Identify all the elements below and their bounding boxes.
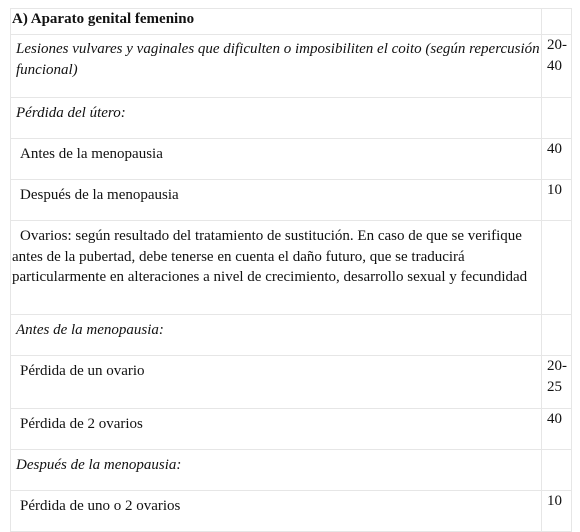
- row-value: 40: [542, 139, 572, 180]
- row-value: [542, 315, 572, 356]
- row-text: Lesiones vulvares y vaginales que dificulten o imposibiliten el coito (según repercusión funcional): [11, 35, 542, 98]
- table-row: [11, 180, 572, 221]
- section-title: A) Aparato genital femenino: [11, 9, 542, 35]
- table-row: [11, 356, 572, 409]
- row-value: 20-25: [542, 356, 572, 409]
- row-value: 40: [542, 409, 572, 450]
- row-text: Antes de la menopausia:: [11, 315, 542, 356]
- genital-table: [10, 8, 572, 532]
- row-text: Después de la menopausia:: [11, 450, 542, 491]
- table-row: [11, 35, 572, 98]
- table-row: [11, 221, 572, 315]
- row-value: 10: [542, 180, 572, 221]
- empty-value-cell: [542, 9, 572, 35]
- row-value: 10: [542, 491, 572, 532]
- row-text: Pérdida de 2 ovarios: [11, 409, 542, 450]
- row-text: Pérdida de un ovario: [11, 356, 542, 409]
- row-text: Antes de la menopausia: [11, 139, 542, 180]
- row-value: [542, 221, 572, 315]
- row-value: 20-40: [542, 35, 572, 98]
- table-row: [11, 315, 572, 356]
- row-text: Después de la menopausia: [11, 180, 542, 221]
- row-value: [542, 450, 572, 491]
- table-row: [11, 409, 572, 450]
- row-text: Pérdida de uno o 2 ovarios: [11, 491, 542, 532]
- row-text: Pérdida del útero:: [11, 98, 542, 139]
- table-row: [11, 491, 572, 532]
- row-value: [542, 98, 572, 139]
- table-row: [11, 98, 572, 139]
- table-row: [11, 139, 572, 180]
- table-row: [11, 450, 572, 491]
- table-header-row: [11, 9, 572, 35]
- row-text: Ovarios: según resultado del tratamiento de sustitución. En caso de que se verifique antes de la pubertad, debe tenerse en cuenta el daño futuro, que se traducirá particularmente en alteraciones a nivel de crecimiento, desarrollo sexual y fecundidad: [11, 221, 542, 315]
